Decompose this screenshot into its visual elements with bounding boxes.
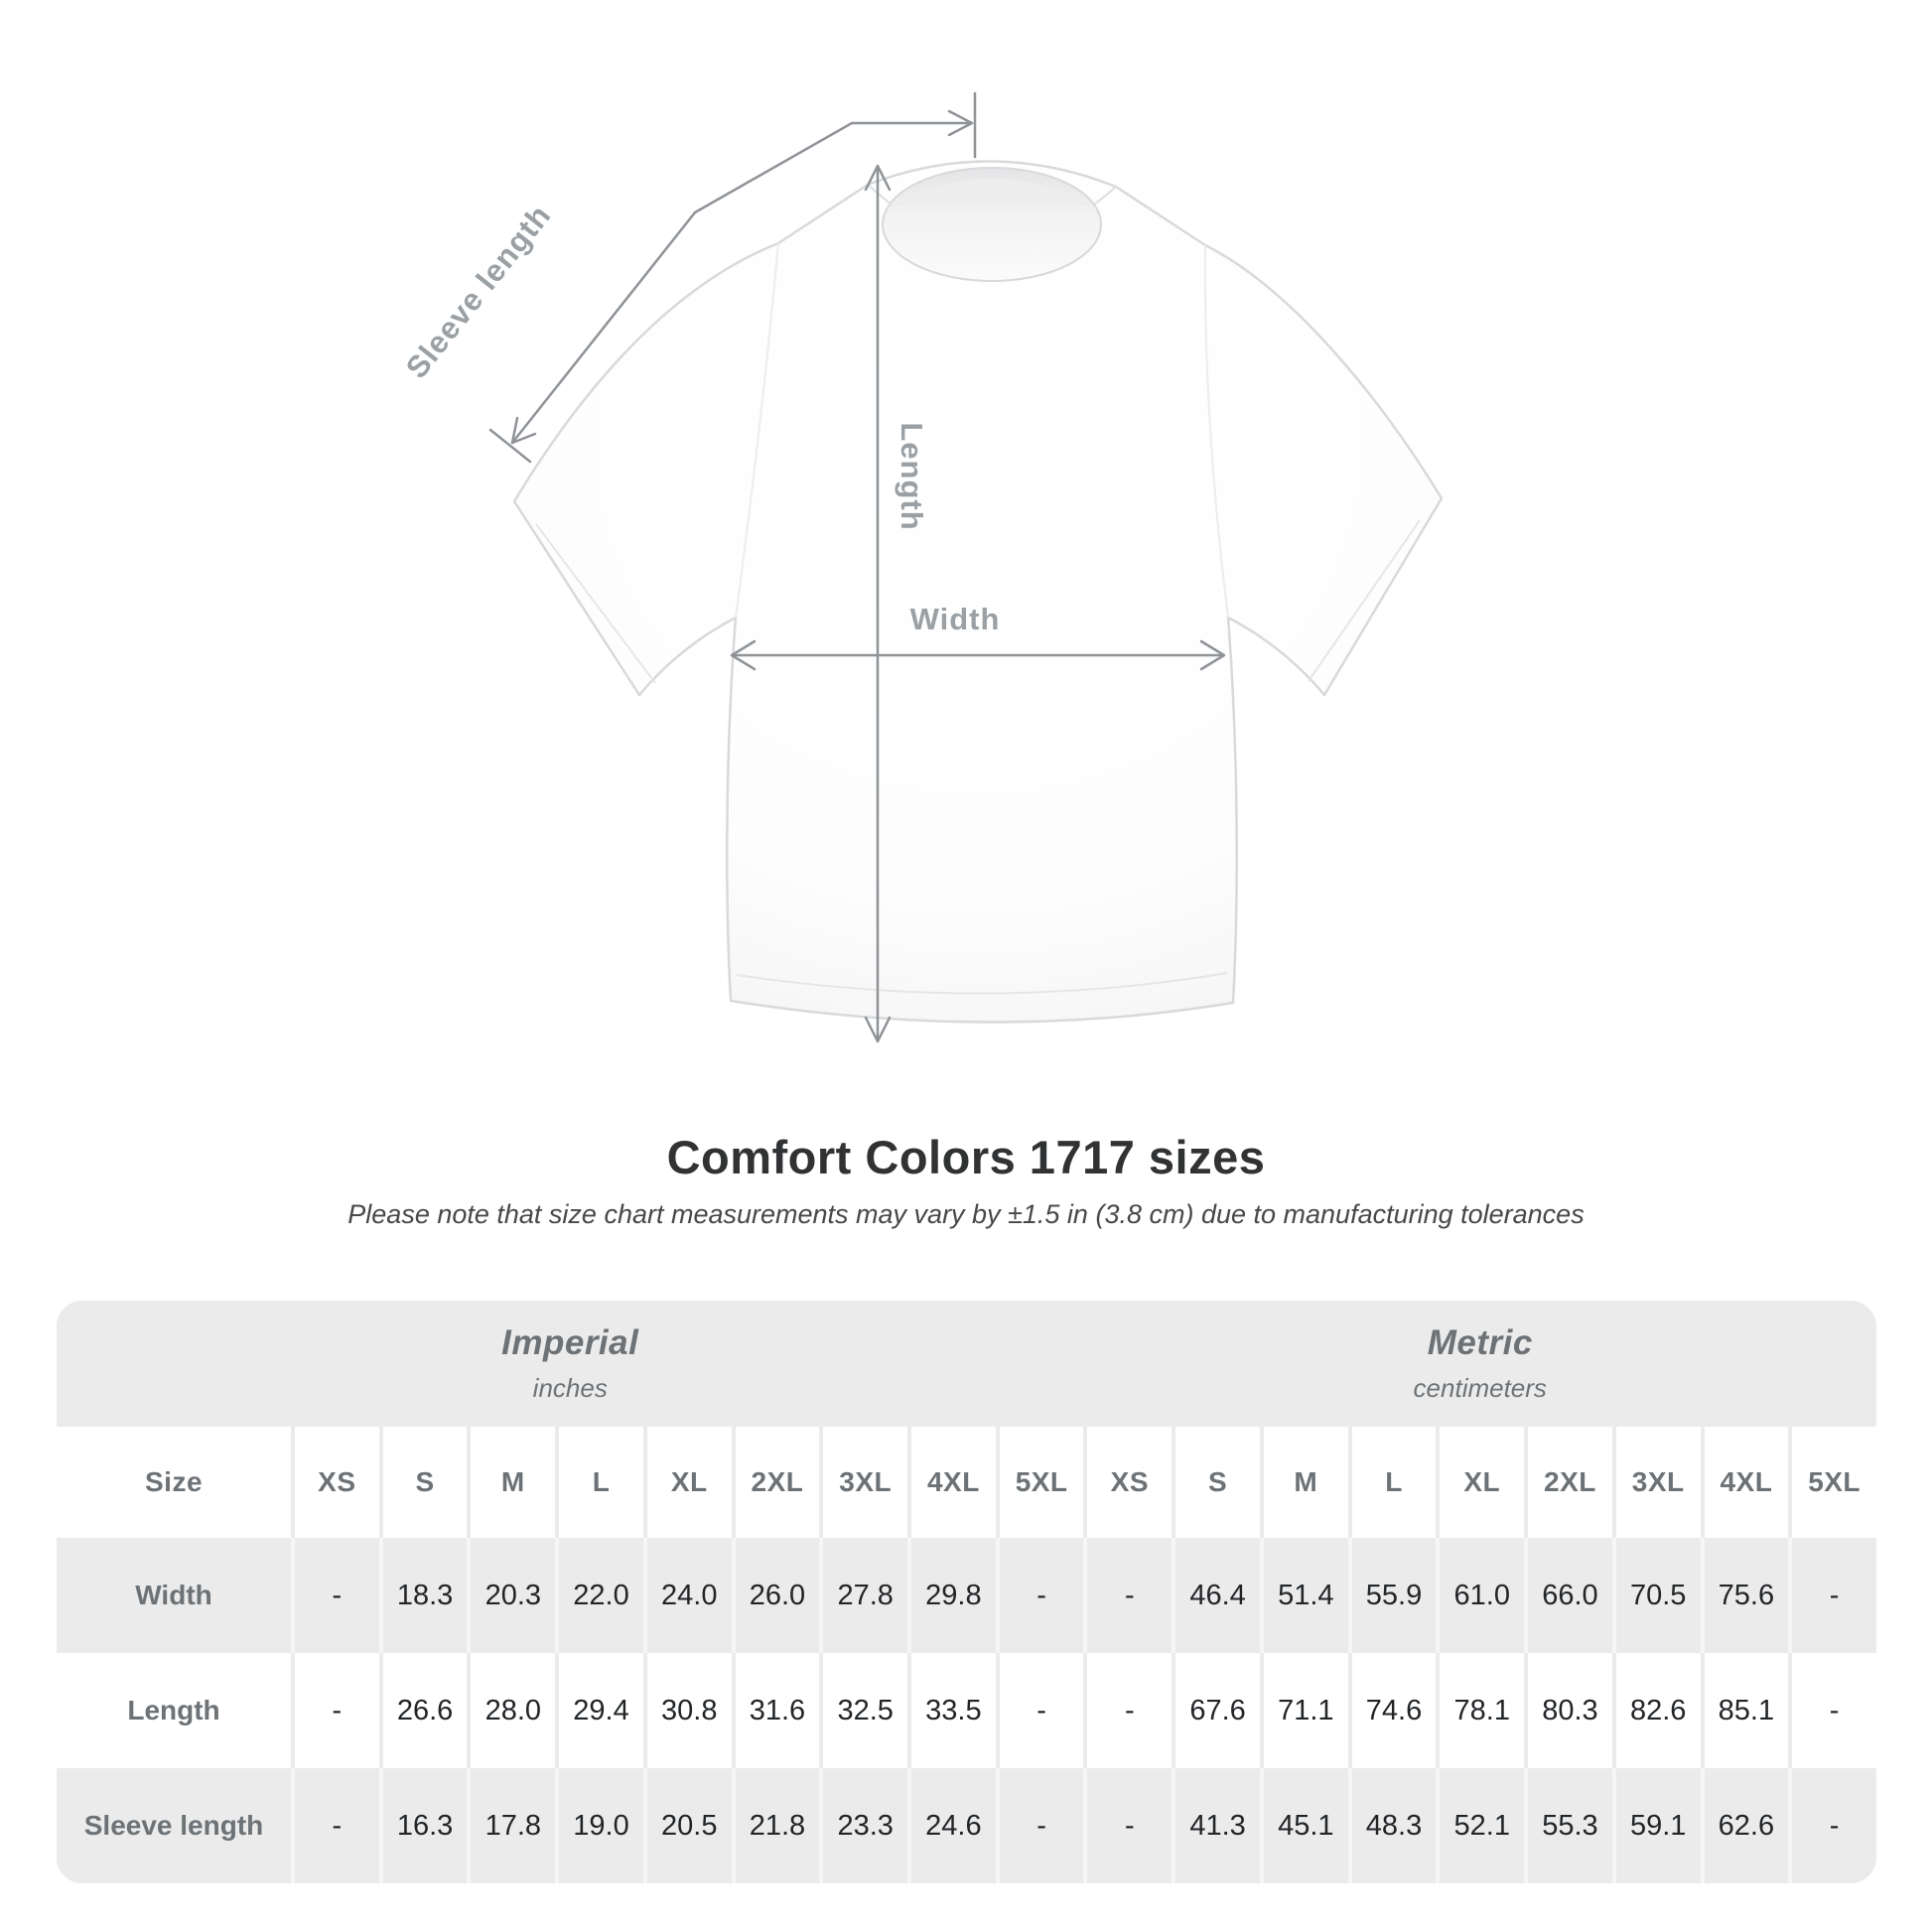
imperial-label: Imperial <box>501 1323 639 1362</box>
size-col-label: M <box>500 1466 525 1497</box>
cell-value: 27.8 <box>837 1579 894 1611</box>
table-cell <box>1087 1768 1172 1883</box>
table-cell <box>1000 1653 1084 1768</box>
size-col-header <box>559 1427 643 1538</box>
cell-value: - <box>1829 1579 1840 1611</box>
size-col-label: 4XL <box>926 1466 980 1497</box>
sleeve-length-label: Sleeve length <box>398 198 558 385</box>
cell-value: 51.4 <box>1278 1579 1334 1611</box>
table-cell <box>559 1768 643 1883</box>
size-col-label: S <box>1207 1466 1228 1497</box>
size-col-label: XL <box>670 1466 708 1497</box>
table-cell <box>1000 1538 1084 1653</box>
table-cell <box>1616 1653 1701 1768</box>
cell-value: 24.0 <box>661 1579 718 1611</box>
cell-value: 74.6 <box>1365 1694 1423 1726</box>
size-col-header <box>1087 1427 1172 1538</box>
size-header-row <box>57 1427 1876 1538</box>
size-col-label: S <box>415 1466 435 1497</box>
table-cell <box>559 1538 643 1653</box>
corner-header-label: Size <box>144 1466 204 1497</box>
size-col-header <box>1000 1427 1084 1538</box>
table-cell <box>1087 1538 1172 1653</box>
metric-label: Metric <box>1427 1323 1533 1362</box>
cell-value: 48.3 <box>1365 1809 1423 1842</box>
cell-value: 55.3 <box>1542 1809 1598 1842</box>
table-cell <box>295 1653 379 1768</box>
row-label: Width <box>135 1580 212 1610</box>
size-col-header <box>383 1427 468 1538</box>
row-label-cell <box>57 1538 291 1653</box>
table-cell <box>471 1538 555 1653</box>
table-cell <box>647 1538 732 1653</box>
row-label-cell <box>57 1768 291 1883</box>
table-cell <box>383 1653 468 1768</box>
table-cell <box>1440 1538 1524 1653</box>
page-title: Comfort Colors 1717 sizes <box>666 1131 1266 1183</box>
size-col-label: L <box>1385 1466 1403 1497</box>
size-col-label: 2XL <box>1544 1466 1596 1497</box>
tshirt-illustration <box>514 161 1442 1022</box>
table-cell <box>823 1768 907 1883</box>
cell-value: 82.6 <box>1629 1694 1687 1726</box>
table-cell <box>1616 1538 1701 1653</box>
table-cell <box>1264 1538 1348 1653</box>
size-col-header <box>1705 1427 1789 1538</box>
table-cell <box>1792 1538 1876 1653</box>
size-col-label: 5XL <box>1015 1466 1068 1497</box>
size-col-label: 5XL <box>1808 1466 1862 1497</box>
cell-value: 21.8 <box>749 1809 806 1842</box>
metric-unit-label: centimeters <box>1413 1373 1547 1403</box>
cell-value: 75.6 <box>1718 1579 1775 1611</box>
cell-value: 29.4 <box>573 1694 629 1726</box>
unit-group-band <box>57 1301 1876 1427</box>
table-row-width <box>57 1538 1876 1653</box>
cell-value: - <box>1829 1694 1840 1726</box>
size-col-label: XS <box>1110 1466 1150 1497</box>
table-cell <box>559 1653 643 1768</box>
cell-value: 45.1 <box>1278 1809 1334 1842</box>
cell-value: 24.6 <box>925 1809 982 1842</box>
size-col-label: XL <box>1463 1466 1501 1497</box>
cell-value: - <box>332 1809 343 1842</box>
cell-value: 66.0 <box>1542 1579 1598 1611</box>
cell-value: - <box>332 1694 343 1726</box>
table-cell <box>1440 1768 1524 1883</box>
size-col-header <box>471 1427 555 1538</box>
table-cell <box>1440 1653 1524 1768</box>
cell-value: 78.1 <box>1453 1694 1510 1726</box>
table-cell <box>911 1538 996 1653</box>
table-cell <box>1528 1538 1612 1653</box>
table-cell <box>1616 1768 1701 1883</box>
row-label: Sleeve length <box>83 1810 264 1841</box>
cell-value: 31.6 <box>749 1694 806 1726</box>
table-cell <box>1087 1653 1172 1768</box>
table-cell <box>1705 1653 1789 1768</box>
size-col-header <box>647 1427 732 1538</box>
table-cell <box>295 1768 379 1883</box>
cell-value: - <box>1036 1579 1046 1611</box>
size-chart-panel <box>57 1301 1876 1883</box>
cell-value: 17.8 <box>484 1809 542 1842</box>
table-cell <box>1175 1768 1260 1883</box>
cell-value: 59.1 <box>1629 1809 1687 1842</box>
cell-value: - <box>1829 1809 1840 1842</box>
cell-value: 22.0 <box>573 1579 629 1611</box>
cell-value: 29.8 <box>925 1579 982 1611</box>
size-col-header <box>1792 1427 1876 1538</box>
size-col-label: L <box>592 1466 611 1497</box>
width-label: Width <box>909 602 1001 636</box>
table-cell <box>1264 1768 1348 1883</box>
cell-value: 26.6 <box>396 1694 454 1726</box>
cell-value: 55.9 <box>1365 1579 1423 1611</box>
table-cell <box>736 1768 820 1883</box>
size-col-label: 3XL <box>839 1466 893 1497</box>
cell-value: 20.5 <box>661 1809 718 1842</box>
table-cell <box>911 1653 996 1768</box>
cell-value: 85.1 <box>1718 1694 1775 1726</box>
table-cell <box>1264 1653 1348 1768</box>
size-col-header <box>911 1427 996 1538</box>
cell-value: 62.6 <box>1718 1809 1775 1842</box>
page-subtitle: Please note that size chart measurements may vary by ±1.5 in (3.8 cm) due to manufacturing tolerances <box>347 1199 1585 1229</box>
table-cell <box>647 1653 732 1768</box>
size-col-header <box>1616 1427 1701 1538</box>
table-cell <box>1528 1768 1612 1883</box>
cell-value: 28.0 <box>484 1694 542 1726</box>
table-cell <box>1000 1768 1084 1883</box>
cell-value: - <box>332 1579 343 1611</box>
cell-value: - <box>1125 1579 1135 1611</box>
size-col-header <box>1352 1427 1437 1538</box>
size-col-label: 2XL <box>751 1466 804 1497</box>
corner-header-cell <box>57 1427 291 1538</box>
table-cell <box>1352 1538 1437 1653</box>
table-cell <box>471 1768 555 1883</box>
table-cell <box>647 1768 732 1883</box>
size-col-header <box>1528 1427 1612 1538</box>
cell-value: - <box>1036 1809 1046 1842</box>
table-cell <box>1792 1653 1876 1768</box>
table-cell <box>1705 1768 1789 1883</box>
size-col-label: 3XL <box>1631 1466 1685 1497</box>
size-col-header <box>295 1427 379 1538</box>
size-col-header <box>1264 1427 1348 1538</box>
table-cell <box>1175 1653 1260 1768</box>
table-row-length <box>57 1653 1876 1768</box>
table-cell <box>823 1538 907 1653</box>
table-cell <box>1528 1653 1612 1768</box>
table-cell <box>383 1768 468 1883</box>
size-col-label: M <box>1294 1466 1318 1497</box>
cell-value: 70.5 <box>1629 1579 1687 1611</box>
table-cell <box>1705 1538 1789 1653</box>
table-cell <box>823 1653 907 1768</box>
table-cell <box>383 1538 468 1653</box>
unit-group-imperial <box>57 1301 1084 1427</box>
size-col-header <box>823 1427 907 1538</box>
table-row-sleeve-length <box>57 1768 1876 1883</box>
table-cell <box>736 1538 820 1653</box>
cell-value: 30.8 <box>661 1694 718 1726</box>
table-cell <box>295 1538 379 1653</box>
cell-value: - <box>1125 1809 1135 1842</box>
cell-value: 33.5 <box>925 1694 982 1726</box>
table-cell <box>1352 1768 1437 1883</box>
tshirt-body <box>514 161 1442 1022</box>
cell-value: 67.6 <box>1189 1694 1246 1726</box>
table-cell <box>1175 1538 1260 1653</box>
imperial-unit-label: inches <box>532 1373 608 1403</box>
table-cell <box>911 1768 996 1883</box>
table-cell <box>736 1653 820 1768</box>
size-col-label: XS <box>318 1466 356 1497</box>
cell-value: 18.3 <box>396 1579 454 1611</box>
cell-value: 32.5 <box>837 1694 894 1726</box>
cell-value: - <box>1036 1694 1046 1726</box>
size-col-header <box>1440 1427 1524 1538</box>
row-label-cell <box>57 1653 291 1768</box>
cell-value: 19.0 <box>573 1809 629 1842</box>
table-cell <box>471 1653 555 1768</box>
size-col-label: 4XL <box>1720 1466 1773 1497</box>
cell-value: 80.3 <box>1542 1694 1598 1726</box>
cell-value: 61.0 <box>1453 1579 1510 1611</box>
unit-group-metric <box>1084 1301 1877 1427</box>
table-cell <box>1792 1768 1876 1883</box>
cell-value: 20.3 <box>484 1579 542 1611</box>
size-col-header <box>736 1427 820 1538</box>
length-label: Length <box>895 422 929 531</box>
cell-value: 41.3 <box>1189 1809 1246 1842</box>
size-col-header <box>1175 1427 1260 1538</box>
cell-value: 26.0 <box>749 1579 806 1611</box>
table-cell <box>1352 1653 1437 1768</box>
cell-value: 23.3 <box>837 1809 894 1842</box>
cell-value: - <box>1125 1694 1135 1726</box>
cell-value: 52.1 <box>1453 1809 1510 1842</box>
row-label: Length <box>127 1695 220 1725</box>
cell-value: 16.3 <box>396 1809 454 1842</box>
cell-value: 71.1 <box>1278 1694 1334 1726</box>
cell-value: 46.4 <box>1189 1579 1246 1611</box>
